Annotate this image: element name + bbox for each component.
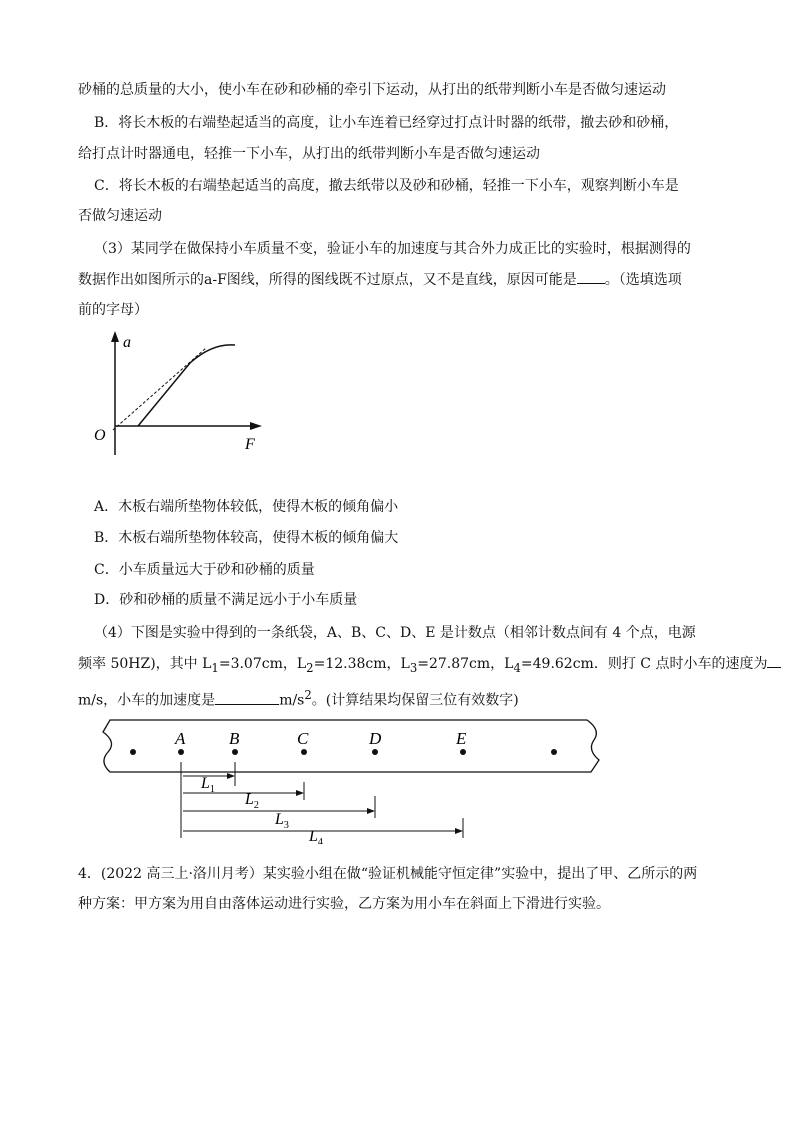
unit-text: m/s xyxy=(279,692,305,709)
dim-arrow-l3 xyxy=(367,808,375,814)
graph-y-arrow xyxy=(111,331,119,342)
text-line-1: 砂桶的总质量的大小，使小车在砂和砂桶的牵引下运动，从打出的纸带判断小车是否做匀速运动 xyxy=(78,82,666,98)
tape-dot-d xyxy=(372,749,378,755)
problem-4-line-2: 种方案：甲方案为用自由落体运动进行实验，乙方案为用小车在斜面上下滑进行实验。 xyxy=(78,896,610,912)
option-d: D．砂和砂桶的质量不满足远小于小车质量 xyxy=(94,592,358,608)
question-3-text-a: 数据作出如图所示的a-F图线，所得的图线既不过原点，又不是直线，原因可能是 xyxy=(78,272,577,288)
length-l4-sub: 4 xyxy=(317,837,323,844)
a-f-graph xyxy=(90,325,290,460)
tape-dot-start xyxy=(130,749,136,755)
dim-arrow-l4 xyxy=(455,828,463,834)
graph-origin-label: O xyxy=(94,427,106,444)
graph-x-arrow xyxy=(250,422,262,430)
text-option-c-line-2: 否做匀速运动 xyxy=(78,208,162,224)
answer-blank-3 xyxy=(577,283,605,284)
question-4-text-b: =3.07cm，L xyxy=(218,656,307,672)
option-c: C．小车质量远大于砂和砂桶的质量 xyxy=(94,562,315,578)
paper-tape-diagram xyxy=(95,714,605,844)
length-l3-letter: L xyxy=(275,811,284,828)
problem-4-line-1: 4．(2022 高三上·洛川月考）某实验小组在做“验证机械能守恒定律”实验中，提出了甲、乙所示的两 xyxy=(78,866,698,882)
point-label-c: C xyxy=(297,729,309,748)
tape-dot-a xyxy=(178,749,184,755)
length-label-l3 xyxy=(274,811,289,831)
tape-dot-c xyxy=(301,749,307,755)
sub-4: 4 xyxy=(513,660,521,675)
length-l2-letter: L xyxy=(245,791,254,808)
dim-arrow-l1 xyxy=(227,773,235,779)
question-4-line-2 xyxy=(78,654,781,678)
length-label-l1 xyxy=(200,775,215,795)
sup-2: 2 xyxy=(304,688,312,702)
length-label-l4 xyxy=(308,828,323,844)
answer-blank-velocity xyxy=(767,667,781,668)
tape-dot-e xyxy=(460,749,466,755)
question-4-line-1: （4）下图是实验中得到的一条纸袋，A、B、C、D、E 是计数点（相邻计数点间有 4 个点，电源 xyxy=(94,625,696,641)
answer-blank-acceleration xyxy=(215,704,279,705)
question-4-text-f: m/s，小车的加速度是 xyxy=(78,692,216,709)
point-label-d: D xyxy=(369,729,382,748)
question-3-text-b: 。（选填选项 xyxy=(604,272,682,288)
question-3-line-3: 前的字母） xyxy=(78,302,148,318)
graph-y-label: a xyxy=(123,334,131,351)
question-4-text-d: =27.87cm，L xyxy=(417,656,514,672)
length-label-l2 xyxy=(244,791,259,811)
point-label-b: B xyxy=(229,729,240,748)
option-a: A．木板右端所垫物体较低，使得木板的倾角偏小 xyxy=(94,499,399,515)
tape-dot-b xyxy=(232,749,238,755)
point-label-e: E xyxy=(456,729,467,748)
sub-1: 1 xyxy=(211,660,219,675)
length-l1-letter: L xyxy=(201,775,210,792)
length-l1-sub: 1 xyxy=(209,784,215,795)
length-l2-sub: 2 xyxy=(253,800,259,811)
length-l4-letter: L xyxy=(309,828,318,844)
dim-arrow-l2 xyxy=(296,790,304,796)
text-option-b-line-2: 给打点计时器通电，轻推一下小车，从打出的纸带判断小车是否做匀速运动 xyxy=(78,146,540,162)
tape-dot-end xyxy=(551,749,557,755)
question-4-line-3 xyxy=(78,685,519,711)
text-option-b-line-1: B．将长木板的右端垫起适当的高度，让小车连着已经穿过打点计时器的纸带，撤去砂和砂桶， xyxy=(94,115,679,131)
option-b: B．木板右端所垫物体较高，使得木板的倾角偏大 xyxy=(94,530,399,546)
text-option-c-line-1: C．将长木板的右端垫起适当的高度，撤去纸带以及砂和砂桶，轻推一下小车，观察判断小车是 xyxy=(94,178,679,194)
question-4-text-g: 。(计算结果均保留三位有效数字) xyxy=(311,692,519,709)
question-4-text-c: =12.38cm，L xyxy=(313,656,410,672)
point-label-a: A xyxy=(175,729,186,748)
question-4-text-e: =49.62cm．则打 C 点时小车的速度为 xyxy=(520,656,768,672)
graph-curve xyxy=(138,345,235,426)
question-4-text-a: 频率 50HZ)，其中 L xyxy=(78,656,212,672)
question-3-line-2 xyxy=(78,270,682,290)
sub-2: 2 xyxy=(306,660,314,675)
question-3-line-1: （3）某同学在做保持小车质量不变，验证小车的加速度与其合外力成正比的实验时，根据测得的 xyxy=(94,241,691,257)
graph-x-label: F xyxy=(245,436,255,453)
length-l3-sub: 3 xyxy=(283,820,289,831)
sub-3: 3 xyxy=(409,660,418,675)
